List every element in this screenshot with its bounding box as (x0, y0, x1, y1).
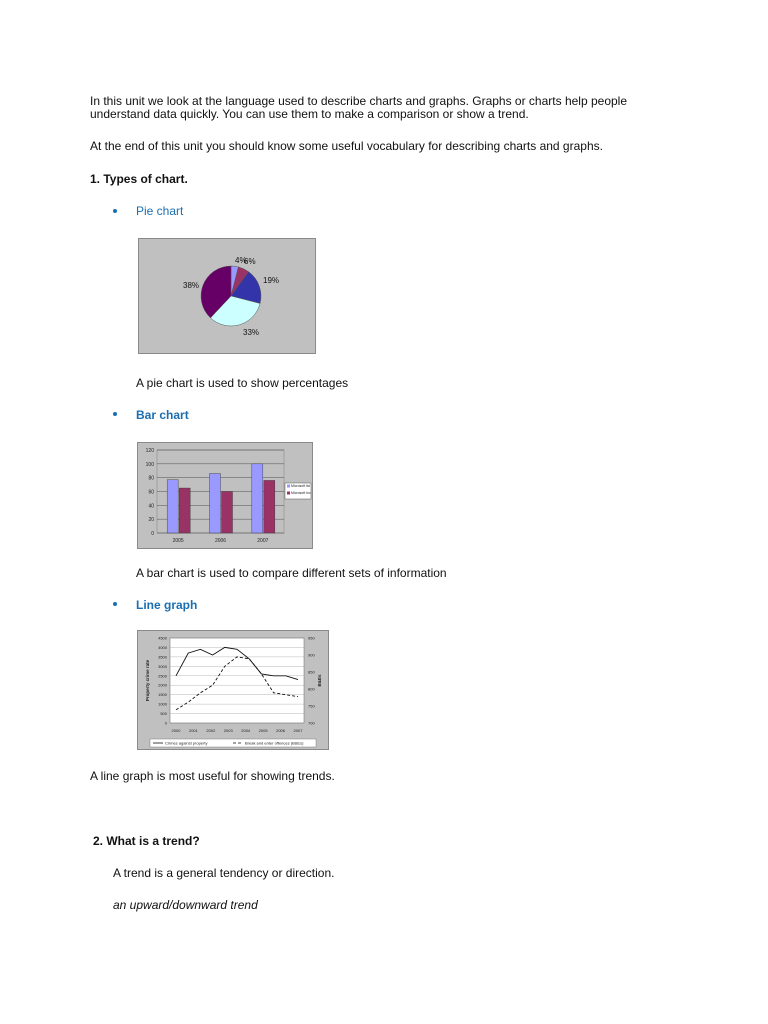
trend-definition: A trend is a general tendency or direction. (113, 866, 335, 880)
line-y-tick-3000: 3000 (158, 663, 167, 669)
line-graph-figure (137, 630, 329, 750)
line-x-tick-2002: 2002 (206, 728, 216, 733)
line-y-tick-4000: 4000 (158, 644, 167, 650)
line-x-tick-2006: 2006 (276, 728, 286, 733)
bar-x-tick-2007: 2007 (257, 538, 269, 544)
line-graph-label: Line graph (136, 598, 198, 612)
bar-legend-entry-1: Microsoft ltd (291, 484, 310, 488)
pie-label-4: 4% (235, 256, 247, 265)
line-y-tick-3500: 3500 (158, 654, 167, 660)
bullet-pie (113, 209, 117, 213)
bar-2007-series-1 (252, 464, 263, 533)
pie-chart-label: Pie chart (136, 204, 184, 218)
line-graph-svg (138, 631, 328, 749)
bar-2005-series-1 (167, 480, 178, 533)
bar-y-tick-0: 0 (151, 531, 154, 537)
line-y2-tick-700: 700 (308, 720, 315, 726)
line-y2-tick-750: 750 (308, 703, 315, 709)
bar-y-tick-120: 120 (145, 448, 154, 454)
intro-line-2: understand data quickly. You can use them to make a comparison or show a trend. (90, 107, 529, 121)
trend-example: an upward/downward trend (113, 898, 258, 912)
line-x-tick-2004: 2004 (241, 728, 251, 733)
bar-chart-figure (137, 442, 313, 549)
line-legend-entry-2: Break and enter offences (B&Es) (245, 740, 304, 746)
bar-legend-swatch-1 (287, 485, 290, 488)
bar-2006-series-2 (222, 492, 233, 534)
line-y2-tick-800: 800 (308, 686, 315, 692)
bar-y-tick-40: 40 (148, 503, 154, 510)
line-x-tick-2007: 2007 (293, 728, 303, 733)
bar-2007-series-2 (264, 480, 275, 533)
bar-y-tick-20: 20 (148, 517, 154, 524)
bar-y-tick-60: 60 (148, 489, 154, 496)
line-x-tick-2003: 2003 (223, 728, 233, 733)
line-y2-tick-950: 950 (308, 635, 315, 641)
pie-caption: A pie chart is used to show percentages (136, 376, 349, 390)
bar-caption: A bar chart is used to compare different sets of information (136, 566, 447, 580)
pie-chart-figure (138, 238, 316, 354)
line-y2-axis-label: B&Es (317, 674, 322, 687)
bar-2005-series-2 (179, 488, 190, 533)
line-caption: A line graph is most useful for showing trends. (90, 769, 335, 783)
bar-y-tick-100: 100 (145, 461, 154, 468)
pie-label-19: 19% (263, 276, 280, 285)
bar-chart-label: Bar chart (136, 408, 189, 422)
bullet-bar (113, 412, 117, 416)
section-2-heading: 2. What is a trend? (93, 834, 200, 848)
bar-chart-svg (138, 443, 312, 548)
line-y-tick-4500: 4500 (158, 635, 167, 641)
bar-legend-swatch-2 (287, 492, 290, 495)
line-y-tick-0: 0 (164, 720, 167, 726)
line-y-tick-2000: 2000 (158, 682, 167, 688)
pie-label-38: 38% (183, 281, 200, 290)
bar-2006-series-1 (210, 474, 221, 533)
bar-x-tick-2006: 2006 (214, 538, 227, 544)
bar-y-tick-80: 80 (148, 475, 154, 482)
line-y2-tick-900: 900 (308, 652, 315, 658)
bar-x-tick-2005: 2005 (172, 538, 184, 544)
line-y2-tick-850: 850 (308, 669, 315, 675)
line-y-axis-label: Property crime rate (145, 659, 150, 702)
section-1-heading: 1. Types of chart. (90, 172, 188, 186)
pie-label-33: 33% (243, 328, 260, 337)
bar-legend-entry-2: Microsoft Inc (291, 491, 311, 495)
line-y-tick-1500: 1500 (158, 692, 167, 698)
line-x-tick-2005: 2005 (258, 728, 268, 733)
line-legend-entry-1: Crimes against property (165, 740, 208, 746)
intro-line-3: At the end of this unit you should know some useful vocabulary for describing charts and graphs. (90, 139, 603, 153)
line-y-tick-500: 500 (160, 711, 167, 717)
bullet-line (113, 602, 117, 606)
line-x-tick-2000: 2000 (171, 728, 181, 733)
line-x-tick-2001: 2001 (188, 728, 198, 733)
pie-label-6: 6% (244, 257, 256, 266)
intro-line-1: In this unit we look at the language used to describe charts and graphs. Graphs or charts help people (90, 94, 627, 108)
line-y-tick-2500: 2500 (158, 673, 167, 679)
pie-chart-svg (139, 239, 315, 353)
line-y-tick-1000: 1000 (158, 701, 167, 707)
